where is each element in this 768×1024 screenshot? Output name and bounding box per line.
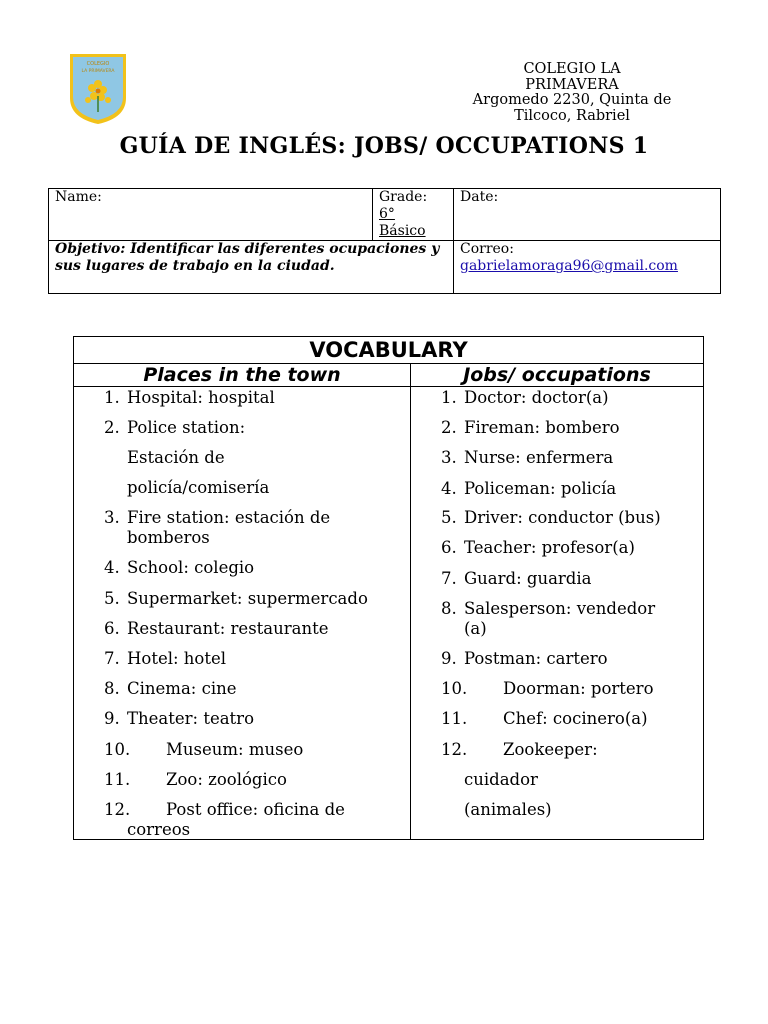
jobs-item-number: 2. xyxy=(441,418,457,437)
jobs-item-number: 12. xyxy=(441,740,468,759)
jobs-item-number: 6. xyxy=(441,538,457,557)
places-item-text: Hospital: hospital xyxy=(127,388,275,407)
jobs-item-text: Doctor: doctor(a) xyxy=(464,388,609,407)
page-title: GUÍA DE INGLÉS: JOBS/ OCCUPATIONS 1 xyxy=(119,133,649,159)
email-link[interactable]: gabrielamoraga96@gmail.com xyxy=(460,258,678,274)
places-item-text: Post office: oficina de xyxy=(166,800,345,819)
places-item-text: Cinema: cine xyxy=(127,679,237,698)
grade-value-2: Básico xyxy=(379,223,426,239)
places-item-text: Police station: xyxy=(127,418,246,437)
name-label: Name: xyxy=(55,189,102,205)
jobs-item-number: 5. xyxy=(441,508,457,527)
jobs-item-text: Salesperson: vendedor xyxy=(464,599,656,618)
places-item-number: 6. xyxy=(104,619,120,638)
name-cell[interactable] xyxy=(49,189,373,241)
places-item-number: 1. xyxy=(104,388,120,407)
grade-label: Grade: xyxy=(379,189,428,205)
places-item-text: Hotel: hotel xyxy=(127,649,227,668)
jobs-item-text: Guard: guardia xyxy=(464,569,592,588)
jobs-item-number: 3. xyxy=(441,448,457,467)
places-item-text: Estación de xyxy=(127,448,225,467)
objective-text: Objetivo: Identificar las diferentes ocupaciones y sus lugares de trabajo en la ciudad. xyxy=(55,241,440,274)
places-item-text: Zoo: zoológico xyxy=(166,770,287,789)
objective-cell xyxy=(49,241,454,294)
jobs-item-number: 1. xyxy=(441,388,457,407)
school-info xyxy=(452,61,692,124)
jobs-item-text: (animales) xyxy=(464,800,552,819)
places-item-text: Museum: museo xyxy=(166,740,304,759)
places-item-text: Theater: teatro xyxy=(127,709,255,728)
vocabulary-table xyxy=(73,336,704,840)
places-item-text: Fire station: estación de xyxy=(127,508,331,527)
places-item-number: 9. xyxy=(104,709,120,728)
vocabulary-title: VOCABULARY xyxy=(74,337,703,364)
school-name-line1: COLEGIO LA xyxy=(523,61,621,77)
places-item-text: policía/comisería xyxy=(127,478,270,497)
places-item-number: 10. xyxy=(104,740,131,759)
jobs-item-text: Chef: cocinero(a) xyxy=(503,709,648,728)
jobs-item-text: Zookeeper: xyxy=(503,740,598,759)
places-item-text: Restaurant: restaurante xyxy=(127,619,329,638)
jobs-item-number: 11. xyxy=(441,709,468,728)
jobs-item-text: Postman: cartero xyxy=(464,649,608,668)
jobs-item-number: 7. xyxy=(441,569,457,588)
grade-value-1: 6° xyxy=(379,206,395,222)
logo-text-line1: COLEGIO xyxy=(86,61,110,67)
email-cell xyxy=(454,241,721,294)
jobs-item-text: (a) xyxy=(464,619,487,638)
places-item-number: 8. xyxy=(104,679,120,698)
jobs-item-text: Nurse: enfermera xyxy=(464,448,614,467)
school-address-cont: Tilcoco, Rabriel xyxy=(514,107,630,124)
jobs-item-text: cuidador xyxy=(464,770,538,789)
jobs-item-text: Doorman: portero xyxy=(503,679,654,698)
places-item-number: 12. xyxy=(104,800,131,819)
school-name-line2: PRIMAVERA xyxy=(525,76,619,93)
places-item-number: 7. xyxy=(104,649,120,668)
places-item-text: Supermarket: supermercado xyxy=(127,589,368,608)
school-address: Argomedo 2230, Quinta de xyxy=(472,92,672,108)
places-item-number: 3. xyxy=(104,508,120,527)
email-label: Correo: xyxy=(460,241,514,257)
grade-cell xyxy=(373,189,454,241)
places-header: Places in the town xyxy=(74,364,411,386)
jobs-column xyxy=(411,387,703,839)
jobs-item-number: 4. xyxy=(441,479,457,498)
date-label: Date: xyxy=(460,189,499,205)
date-cell[interactable] xyxy=(454,189,721,241)
jobs-item-text: Fireman: bombero xyxy=(464,418,620,437)
school-logo-crest xyxy=(68,52,128,126)
jobs-item-number: 10. xyxy=(441,679,468,698)
places-item-number: 2. xyxy=(104,418,120,437)
places-item-number: 5. xyxy=(104,589,120,608)
places-item-text: School: colegio xyxy=(127,558,255,577)
jobs-item-number: 8. xyxy=(441,599,457,618)
places-column xyxy=(74,387,411,839)
places-item-text: correos xyxy=(127,820,191,839)
places-item-text: bomberos xyxy=(127,528,210,547)
jobs-item-text: Driver: conductor (bus) xyxy=(464,508,661,527)
places-item-number: 4. xyxy=(104,558,120,577)
jobs-item-number: 9. xyxy=(441,649,457,668)
jobs-item-text: Teacher: profesor(a) xyxy=(464,538,635,557)
jobs-header: Jobs/ occupations xyxy=(463,364,651,386)
logo-text-line2: LA PRIMAVERA xyxy=(81,69,115,74)
student-info-table xyxy=(48,188,721,294)
jobs-item-text: Policeman: policía xyxy=(464,479,617,498)
places-item-number: 11. xyxy=(104,770,131,789)
